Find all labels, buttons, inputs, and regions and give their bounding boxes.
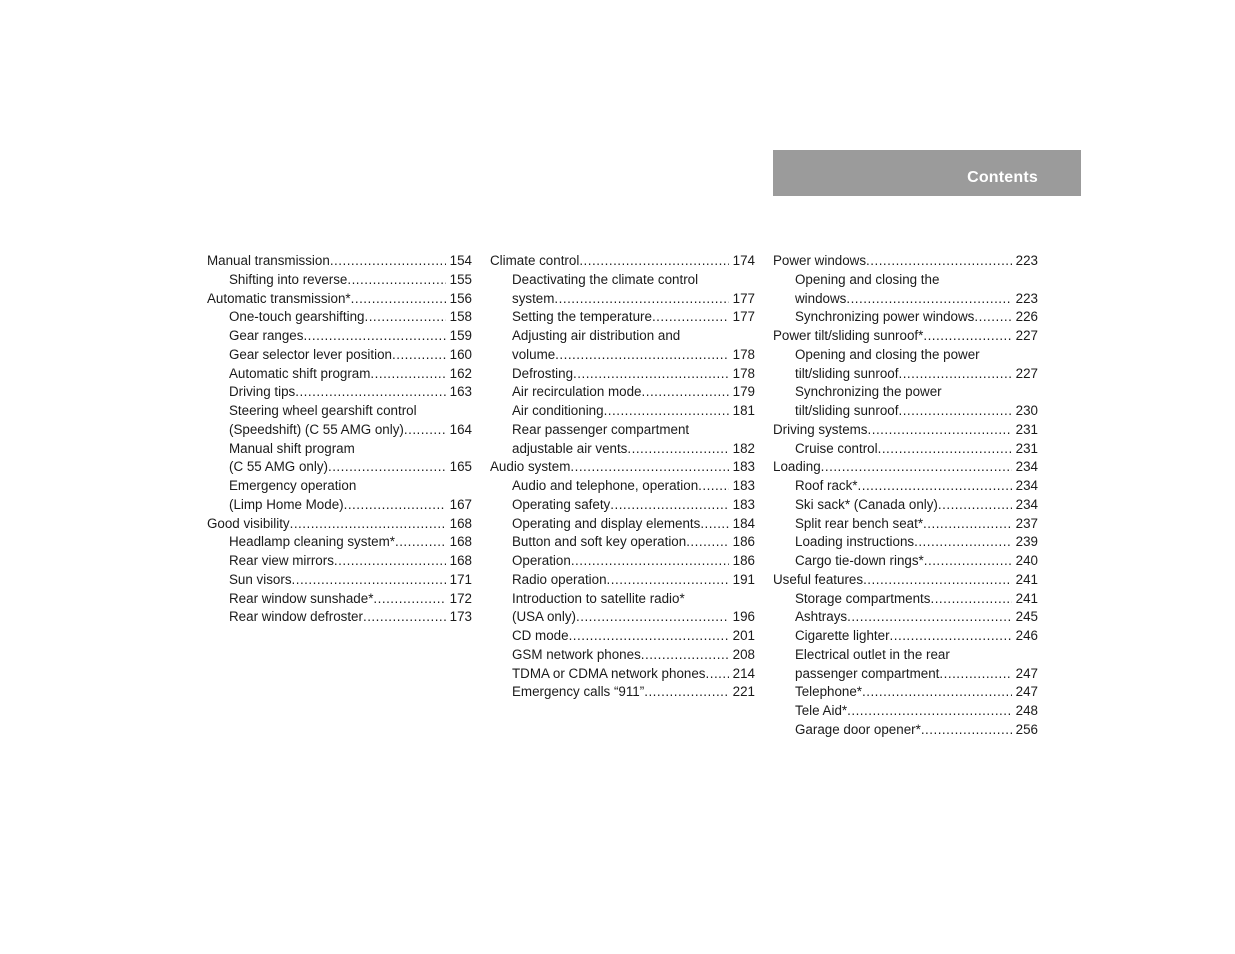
toc-entry-text: Power windows bbox=[773, 253, 867, 268]
toc-entry-text: Ashtrays bbox=[795, 609, 848, 625]
toc-entry-text: Headlamp cleaning system* bbox=[229, 534, 395, 550]
toc-entry[interactable] bbox=[490, 515, 755, 534]
dot-leader bbox=[295, 383, 445, 402]
dot-leader bbox=[555, 346, 728, 365]
toc-entry-text: (USA only) bbox=[512, 609, 576, 625]
toc-page-number: 237 bbox=[1015, 515, 1038, 531]
toc-page-number: 221 bbox=[732, 684, 755, 700]
toc-entry[interactable] bbox=[773, 533, 1038, 552]
toc-entry-text: Gear ranges bbox=[229, 328, 304, 343]
dot-leader bbox=[370, 365, 445, 384]
toc-entry[interactable] bbox=[773, 421, 1038, 440]
toc-entry-text: system bbox=[512, 290, 555, 306]
toc-page-number: 248 bbox=[1015, 703, 1038, 718]
dot-leader bbox=[644, 683, 728, 702]
toc-entry[interactable] bbox=[773, 608, 1038, 627]
toc-entry[interactable] bbox=[773, 702, 1038, 721]
toc-entry-text: Manual shift program bbox=[229, 440, 355, 456]
toc-entry[interactable] bbox=[490, 440, 755, 459]
dot-leader bbox=[604, 402, 729, 421]
toc-entry[interactable] bbox=[490, 383, 755, 402]
toc-entry-text: Gear selector lever position bbox=[229, 346, 392, 362]
toc-entry[interactable] bbox=[207, 308, 472, 327]
dot-leader bbox=[863, 571, 1012, 590]
dot-leader bbox=[698, 477, 729, 496]
toc-entry[interactable] bbox=[207, 533, 472, 552]
toc-entry-text: windows bbox=[795, 290, 847, 306]
toc-entry-text: Automatic transmission* bbox=[207, 290, 351, 306]
dot-leader bbox=[642, 383, 729, 402]
toc-entry-text: (Limp Home Mode) bbox=[229, 496, 344, 512]
toc-entry-text: Good visibility bbox=[207, 515, 290, 531]
toc-entry[interactable] bbox=[773, 271, 1038, 290]
toc-entry-text: Automatic shift program bbox=[229, 365, 371, 381]
dot-leader bbox=[878, 440, 1012, 459]
toc-entry-text: Adjusting air distribution and bbox=[512, 328, 681, 343]
toc-entry[interactable] bbox=[490, 683, 755, 702]
toc-entry-text: Operating and display elements bbox=[512, 515, 701, 531]
toc-entry[interactable] bbox=[773, 627, 1038, 646]
toc-entry-text: Climate control bbox=[490, 253, 580, 268]
dot-leader bbox=[571, 552, 729, 571]
toc-entry[interactable] bbox=[207, 552, 472, 571]
dot-leader bbox=[351, 290, 446, 309]
toc-page-number: 234 bbox=[1015, 459, 1038, 475]
toc-entry[interactable] bbox=[207, 458, 472, 477]
dot-leader bbox=[821, 458, 1012, 477]
toc-entry[interactable] bbox=[207, 515, 472, 534]
toc-entry[interactable] bbox=[773, 346, 1038, 365]
toc-entry-text: Emergency calls “911” bbox=[512, 684, 645, 700]
toc-page-number: 191 bbox=[732, 571, 755, 587]
toc-page-number: 168 bbox=[449, 515, 472, 531]
toc-entry-text: Power tilt/sliding sunroof* bbox=[773, 328, 924, 343]
toc-page-number: 241 bbox=[1015, 571, 1038, 587]
toc-entry[interactable] bbox=[773, 515, 1038, 534]
toc-page-number: 160 bbox=[449, 346, 472, 362]
toc-entry-text: Split rear bench seat* bbox=[795, 515, 924, 531]
toc-entry[interactable] bbox=[490, 477, 755, 496]
dot-leader bbox=[641, 646, 729, 665]
toc-entry[interactable] bbox=[773, 571, 1038, 590]
toc-page-number: 231 bbox=[1015, 421, 1038, 437]
toc-entry[interactable] bbox=[490, 421, 755, 440]
toc-entry[interactable] bbox=[207, 346, 472, 365]
dot-leader bbox=[866, 252, 1012, 271]
toc-entry-text: Air recirculation mode bbox=[512, 384, 642, 400]
toc-entry-text: Setting the temperature bbox=[512, 309, 652, 325]
toc-entry[interactable] bbox=[490, 252, 755, 271]
dot-leader bbox=[847, 702, 1012, 721]
dot-leader bbox=[923, 515, 1012, 534]
toc-entry[interactable] bbox=[490, 608, 755, 627]
toc-entry[interactable] bbox=[207, 571, 472, 590]
toc-entry-text: Useful features bbox=[773, 571, 864, 587]
toc-entry[interactable] bbox=[490, 308, 755, 327]
toc-entry-text: Telephone* bbox=[795, 684, 863, 700]
dot-leader bbox=[363, 608, 446, 627]
toc-page-number: 165 bbox=[449, 459, 472, 475]
toc-entry[interactable] bbox=[207, 496, 472, 515]
toc-page-number: 156 bbox=[449, 290, 472, 306]
toc-page-number: 155 bbox=[449, 271, 472, 287]
toc-page-number: 177 bbox=[732, 309, 755, 325]
toc-page-number: 223 bbox=[1015, 290, 1038, 306]
toc-page-number: 240 bbox=[1015, 553, 1038, 568]
toc-page-number: 159 bbox=[449, 328, 472, 343]
toc-entry[interactable] bbox=[490, 590, 755, 609]
dot-leader bbox=[686, 533, 728, 552]
dot-leader bbox=[890, 627, 1012, 646]
toc-entry[interactable] bbox=[773, 683, 1038, 702]
toc-page-number: 182 bbox=[732, 440, 755, 456]
toc-page-number: 183 bbox=[732, 459, 755, 475]
toc-entry-text: TDMA or CDMA network phones bbox=[512, 665, 706, 681]
toc-entry[interactable] bbox=[773, 496, 1038, 515]
toc-page-number: 179 bbox=[732, 384, 755, 400]
toc-entry[interactable] bbox=[773, 552, 1038, 571]
toc-page-number: 239 bbox=[1015, 534, 1038, 550]
toc-entry[interactable] bbox=[207, 590, 472, 609]
toc-entry-text: Cruise control bbox=[795, 440, 878, 456]
toc-entry-text: Emergency operation bbox=[229, 478, 357, 493]
dot-leader bbox=[303, 327, 445, 346]
toc-entry-text: Rear view mirrors bbox=[229, 553, 334, 568]
toc-page-number: 173 bbox=[449, 609, 472, 625]
dot-leader bbox=[898, 365, 1011, 384]
toc-page-number: 183 bbox=[732, 496, 755, 512]
toc-column-1 bbox=[207, 252, 472, 627]
toc-page-number: 178 bbox=[732, 365, 755, 381]
dot-leader bbox=[938, 496, 1012, 515]
toc-entry[interactable] bbox=[207, 402, 472, 421]
toc-page-number: 201 bbox=[732, 628, 755, 643]
toc-entry-text: Roof rack* bbox=[795, 478, 858, 493]
toc-entry[interactable] bbox=[207, 383, 472, 402]
dot-leader bbox=[921, 721, 1012, 740]
toc-column-3 bbox=[773, 252, 1038, 740]
dot-leader bbox=[847, 608, 1012, 627]
toc-entry-text: Deactivating the climate control bbox=[512, 271, 699, 287]
dot-leader bbox=[344, 496, 446, 515]
toc-page-number: 168 bbox=[449, 534, 472, 550]
toc-entry-text: Driving systems bbox=[773, 421, 868, 437]
toc-entry-text: Rear window sunshade* bbox=[229, 590, 374, 606]
toc-entry-text: Synchronizing the power bbox=[795, 384, 942, 400]
toc-entry[interactable] bbox=[490, 552, 755, 571]
toc-page-number: 245 bbox=[1015, 609, 1038, 625]
dot-leader bbox=[610, 496, 728, 515]
dot-leader bbox=[862, 683, 1012, 702]
toc-entry[interactable] bbox=[773, 646, 1038, 665]
toc-page-number: 230 bbox=[1015, 403, 1038, 418]
toc-entry[interactable] bbox=[207, 440, 472, 459]
dot-leader bbox=[914, 533, 1012, 552]
toc-entry-text: Sun visors bbox=[229, 571, 292, 587]
toc-entry-text: (Speedshift) (C 55 AMG only) bbox=[229, 421, 404, 437]
toc-page-number: 154 bbox=[449, 253, 472, 268]
toc-page-number: 168 bbox=[449, 553, 472, 568]
toc-entry-text: Button and soft key operation bbox=[512, 534, 687, 550]
toc-page-number: 164 bbox=[449, 421, 472, 437]
toc-page-number: 184 bbox=[732, 515, 755, 531]
toc-page-number: 196 bbox=[732, 609, 755, 625]
toc-entry-text: Garage door opener* bbox=[795, 721, 921, 737]
dot-leader bbox=[923, 327, 1011, 346]
toc-entry-text: Audio system bbox=[490, 459, 571, 475]
toc-entry[interactable] bbox=[490, 327, 755, 346]
toc-entry[interactable] bbox=[207, 477, 472, 496]
toc-entry-text: Shifting into reverse bbox=[229, 271, 348, 287]
toc-entry[interactable] bbox=[773, 308, 1038, 327]
dot-leader bbox=[576, 608, 729, 627]
toc-page-number: 186 bbox=[732, 553, 755, 568]
toc-page-number: 163 bbox=[449, 384, 472, 400]
toc-entry-text: tilt/sliding sunroof bbox=[795, 365, 899, 381]
toc-page-number: 226 bbox=[1015, 309, 1038, 325]
toc-entry[interactable] bbox=[773, 721, 1038, 740]
toc-entry-text: Opening and closing the power bbox=[795, 346, 980, 362]
toc-entry[interactable] bbox=[490, 533, 755, 552]
toc-entry[interactable] bbox=[773, 440, 1038, 459]
dot-leader bbox=[846, 290, 1011, 309]
toc-entry[interactable] bbox=[773, 365, 1038, 384]
dot-leader bbox=[974, 308, 1011, 327]
dot-leader bbox=[395, 533, 446, 552]
dot-leader bbox=[292, 571, 446, 590]
toc-page-number: 172 bbox=[449, 590, 472, 606]
toc-entry-text: (C 55 AMG only) bbox=[229, 459, 328, 475]
dot-leader bbox=[939, 665, 1011, 684]
dot-leader bbox=[290, 515, 446, 534]
toc-entry-text: Loading instructions bbox=[795, 534, 915, 550]
toc-entry-text: One-touch gearshifting bbox=[229, 309, 365, 325]
dot-leader bbox=[373, 590, 445, 609]
toc-page-number: 171 bbox=[449, 571, 472, 587]
toc-page-number: 158 bbox=[449, 309, 472, 325]
toc-entry-text: Storage compartments bbox=[795, 590, 931, 606]
toc-page-number: 183 bbox=[732, 478, 755, 493]
toc-page-number: 247 bbox=[1015, 665, 1038, 681]
toc-entry[interactable] bbox=[207, 290, 472, 309]
dot-leader bbox=[924, 552, 1012, 571]
toc-entry[interactable] bbox=[207, 365, 472, 384]
dot-leader bbox=[898, 402, 1011, 421]
toc-entry-text: Operating safety bbox=[512, 496, 611, 512]
toc-page-number: 208 bbox=[732, 646, 755, 662]
toc-entry[interactable] bbox=[490, 346, 755, 365]
toc-entry[interactable] bbox=[490, 402, 755, 421]
toc-page-number: 162 bbox=[449, 365, 472, 381]
toc-entry[interactable] bbox=[207, 327, 472, 346]
toc-page-number: 214 bbox=[732, 665, 755, 681]
dot-leader bbox=[706, 665, 729, 684]
toc-page-number: 234 bbox=[1015, 478, 1038, 493]
toc-entry-text: Manual transmission bbox=[207, 253, 330, 268]
dot-leader bbox=[868, 421, 1012, 440]
dot-leader bbox=[334, 552, 446, 571]
toc-page-number: 174 bbox=[732, 253, 755, 268]
dot-leader bbox=[579, 252, 728, 271]
toc-entry[interactable] bbox=[490, 665, 755, 684]
toc-page-number: 167 bbox=[449, 496, 472, 512]
toc-entry-text: Operation bbox=[512, 553, 571, 568]
toc-entry-text: GSM network phones bbox=[512, 646, 641, 662]
toc-page-number: 234 bbox=[1015, 496, 1038, 512]
toc-entry-text: Electrical outlet in the rear bbox=[795, 646, 950, 662]
toc-entry[interactable] bbox=[490, 571, 755, 590]
toc-entry-text: Introduction to satellite radio* bbox=[512, 590, 685, 606]
toc-column-2 bbox=[490, 252, 755, 702]
toc-entry-text: Air conditioning bbox=[512, 403, 604, 418]
toc-entry[interactable] bbox=[773, 252, 1038, 271]
contents-header-bar bbox=[773, 150, 1081, 196]
toc-entry-text: adjustable air vents bbox=[512, 440, 628, 456]
toc-entry[interactable] bbox=[490, 271, 755, 290]
toc-entry[interactable] bbox=[207, 271, 472, 290]
toc-entry-text: Audio and telephone, operation bbox=[512, 478, 699, 493]
dot-leader bbox=[627, 440, 728, 459]
dot-leader bbox=[700, 515, 728, 534]
toc-entry[interactable] bbox=[773, 290, 1038, 309]
dot-leader bbox=[569, 627, 729, 646]
dot-leader bbox=[347, 271, 445, 290]
toc-entry[interactable] bbox=[773, 458, 1038, 477]
toc-page-number: 223 bbox=[1015, 253, 1038, 268]
toc-entry-text: CD mode bbox=[512, 628, 569, 643]
toc-entry[interactable] bbox=[490, 290, 755, 309]
toc-entry-text: Rear passenger compartment bbox=[512, 421, 690, 437]
toc-entry-text: Rear window defroster bbox=[229, 609, 363, 625]
toc-page-number: 231 bbox=[1015, 440, 1038, 456]
toc-page-number: 181 bbox=[732, 403, 755, 418]
toc-entry-text: Synchronizing power windows bbox=[795, 309, 975, 325]
dot-leader bbox=[652, 308, 729, 327]
toc-entry[interactable] bbox=[773, 665, 1038, 684]
toc-entry[interactable] bbox=[490, 496, 755, 515]
toc-entry[interactable] bbox=[773, 477, 1038, 496]
toc-entry[interactable] bbox=[207, 421, 472, 440]
toc-entry[interactable] bbox=[207, 252, 472, 271]
toc-page-number: 247 bbox=[1015, 684, 1038, 700]
toc-entry[interactable] bbox=[490, 365, 755, 384]
toc-entry[interactable] bbox=[773, 327, 1038, 346]
toc-entry-text: Cigarette lighter bbox=[795, 628, 890, 643]
dot-leader bbox=[930, 590, 1011, 609]
toc-page-number: 241 bbox=[1015, 590, 1038, 606]
toc-entry-text: Cargo tie-down rings* bbox=[795, 553, 924, 568]
page-title: Contents bbox=[967, 169, 1038, 186]
dot-leader bbox=[330, 252, 446, 271]
toc-entry-text: Driving tips bbox=[229, 384, 296, 400]
toc-page-number: 227 bbox=[1015, 365, 1038, 381]
toc-entry-text: Ski sack* (Canada only) bbox=[795, 496, 938, 512]
toc-page-number: 227 bbox=[1015, 328, 1038, 343]
dot-leader bbox=[573, 365, 729, 384]
toc-entry-text: Steering wheel gearshift control bbox=[229, 403, 417, 418]
toc-entry[interactable] bbox=[773, 590, 1038, 609]
toc-entry-text: Tele Aid* bbox=[795, 703, 848, 718]
toc-entry-text: tilt/sliding sunroof bbox=[795, 403, 899, 418]
toc-entry-text: Defrosting bbox=[512, 365, 574, 381]
toc-entry[interactable] bbox=[773, 383, 1038, 402]
toc-entry[interactable] bbox=[490, 627, 755, 646]
toc-entry-text: volume bbox=[512, 346, 556, 362]
toc-page-number: 178 bbox=[732, 346, 755, 362]
toc-page-number: 256 bbox=[1015, 721, 1038, 737]
dot-leader bbox=[404, 421, 446, 440]
dot-leader bbox=[328, 458, 446, 477]
toc-entry[interactable] bbox=[773, 402, 1038, 421]
toc-entry-text: Loading bbox=[773, 459, 821, 475]
toc-entry-text: Opening and closing the bbox=[795, 271, 940, 287]
toc-page-number: 186 bbox=[732, 534, 755, 550]
toc-entry-text: Radio operation bbox=[512, 571, 607, 587]
toc-entry[interactable] bbox=[490, 458, 755, 477]
dot-leader bbox=[554, 290, 728, 309]
dot-leader bbox=[570, 458, 728, 477]
dot-leader bbox=[858, 477, 1012, 496]
toc-entry-text: passenger compartment bbox=[795, 665, 940, 681]
toc-page-number: 246 bbox=[1015, 628, 1038, 643]
toc-entry[interactable] bbox=[207, 608, 472, 627]
toc-page-number: 177 bbox=[732, 290, 755, 306]
toc-entry[interactable] bbox=[490, 646, 755, 665]
dot-leader bbox=[392, 346, 446, 365]
dot-leader bbox=[364, 308, 445, 327]
dot-leader bbox=[607, 571, 729, 590]
